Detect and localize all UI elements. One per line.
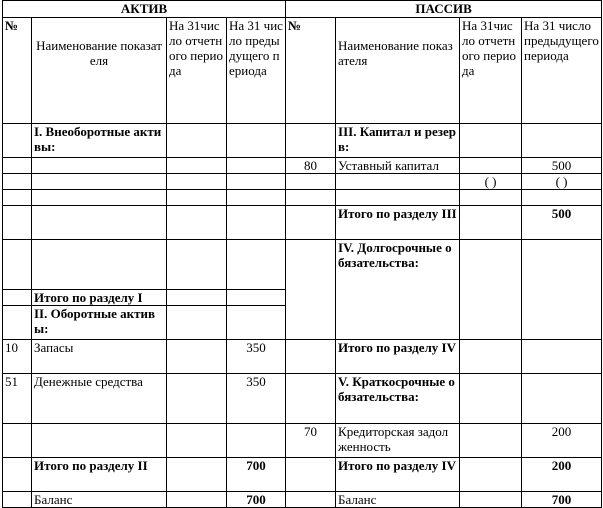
passiv-prev-value: 200 bbox=[522, 458, 602, 492]
balance-table bbox=[2, 0, 602, 508]
table-row bbox=[3, 424, 602, 458]
table-row bbox=[3, 190, 602, 206]
passiv-current-value bbox=[460, 340, 522, 374]
passiv-prev-value bbox=[522, 124, 602, 158]
passiv-account-no: 80 bbox=[286, 158, 336, 174]
table-row bbox=[3, 340, 602, 374]
passiv-account-no bbox=[286, 124, 336, 158]
passiv-section-total: Итого по разделу IV bbox=[336, 458, 460, 492]
aktiv-current-value bbox=[167, 424, 227, 458]
passiv-account-no bbox=[286, 174, 336, 190]
passiv-current-value bbox=[460, 424, 522, 458]
passiv-current-value bbox=[460, 492, 522, 508]
aktiv-item-name bbox=[32, 240, 167, 290]
passiv-current-header: На 31число отчетного периода bbox=[460, 18, 522, 124]
aktiv-account-no bbox=[3, 290, 32, 306]
aktiv-current-value bbox=[167, 290, 227, 306]
passiv-current-value bbox=[460, 240, 522, 340]
aktiv-account-no bbox=[3, 190, 32, 206]
aktiv-current-value bbox=[167, 492, 227, 508]
aktiv-section-title: II. Оборотные активы: bbox=[32, 306, 167, 340]
passiv-item-name bbox=[336, 174, 460, 190]
aktiv-item-name: Денежные средства bbox=[32, 374, 167, 424]
passiv-current-value bbox=[460, 124, 522, 158]
passiv-account-no bbox=[286, 190, 336, 206]
aktiv-account-no bbox=[3, 158, 32, 174]
passiv-account-no bbox=[286, 240, 336, 340]
passiv-prev-value bbox=[522, 340, 602, 374]
passiv-prev-value bbox=[522, 190, 602, 206]
aktiv-current-value bbox=[167, 340, 227, 374]
passiv-name-header: Наименование показателя bbox=[336, 18, 460, 124]
aktiv-current-value bbox=[167, 374, 227, 424]
passiv-prev-value bbox=[522, 374, 602, 424]
table-row bbox=[3, 374, 602, 424]
aktiv-prev-value bbox=[227, 424, 286, 458]
aktiv-prev-value bbox=[227, 174, 286, 190]
aktiv-prev-value: 350 bbox=[227, 374, 286, 424]
passiv-section-title: III. Капитал и резерв: bbox=[336, 124, 460, 158]
passiv-account-no bbox=[286, 458, 336, 492]
aktiv-prev-value bbox=[227, 290, 286, 306]
table-row bbox=[3, 240, 602, 290]
table-row bbox=[3, 174, 602, 190]
passiv-account-no bbox=[286, 492, 336, 508]
aktiv-no-header: № bbox=[3, 18, 32, 124]
aktiv-item-name bbox=[32, 174, 167, 190]
aktiv-prev-value bbox=[227, 124, 286, 158]
aktiv-prev-value bbox=[227, 206, 286, 240]
passiv-header: ПАССИВ bbox=[286, 1, 602, 18]
aktiv-prev-value bbox=[227, 240, 286, 290]
aktiv-account-no bbox=[3, 206, 32, 240]
aktiv-account-no bbox=[3, 240, 32, 290]
aktiv-prev-value bbox=[227, 190, 286, 206]
aktiv-account-no: 51 bbox=[3, 374, 32, 424]
passiv-account-no bbox=[286, 374, 336, 424]
aktiv-current-value bbox=[167, 158, 227, 174]
passiv-current-value: ( ) bbox=[460, 174, 522, 190]
aktiv-current-header: На 31число отчетного периода bbox=[167, 18, 227, 124]
aktiv-current-value bbox=[167, 190, 227, 206]
aktiv-item-name bbox=[32, 424, 167, 458]
aktiv-item-name bbox=[32, 206, 167, 240]
aktiv-prev-value: 700 bbox=[227, 458, 286, 492]
passiv-section-title: V. Краткосрочные обязательства: bbox=[336, 374, 460, 424]
passiv-no-header: № bbox=[286, 18, 336, 124]
aktiv-prev-header: На 31 число предыдущего периода bbox=[227, 18, 286, 124]
passiv-prev-header: На 31 число предыдущего периода bbox=[522, 18, 602, 124]
passiv-current-value bbox=[460, 374, 522, 424]
passiv-account-no: 70 bbox=[286, 424, 336, 458]
passiv-prev-value: 500 bbox=[522, 158, 602, 174]
aktiv-item-name: Запасы bbox=[32, 340, 167, 374]
aktiv-section-total: Итого по разделу II bbox=[32, 458, 167, 492]
balance-sheet bbox=[2, 0, 601, 508]
aktiv-name-header: Наименование показателя bbox=[32, 18, 167, 124]
aktiv-balance-label: Баланс bbox=[32, 492, 167, 508]
aktiv-account-no bbox=[3, 306, 32, 340]
aktiv-header: АКТИВ bbox=[3, 1, 286, 18]
passiv-section-total: Итого по разделу IV bbox=[336, 340, 460, 374]
aktiv-current-value bbox=[167, 240, 227, 290]
passiv-prev-value: 200 bbox=[522, 424, 602, 458]
aktiv-balance-value: 700 bbox=[227, 492, 286, 508]
table-row bbox=[3, 124, 602, 158]
passiv-account-no bbox=[286, 206, 336, 240]
aktiv-account-no bbox=[3, 174, 32, 190]
aktiv-section-total: Итого по разделу I bbox=[32, 290, 167, 306]
passiv-current-value bbox=[460, 206, 522, 240]
table-row bbox=[3, 206, 602, 240]
aktiv-prev-value bbox=[227, 158, 286, 174]
passiv-prev-value: 500 bbox=[522, 206, 602, 240]
passiv-current-value bbox=[460, 190, 522, 206]
aktiv-current-value bbox=[167, 306, 227, 340]
aktiv-current-value bbox=[167, 458, 227, 492]
aktiv-account-no: 10 bbox=[3, 340, 32, 374]
aktiv-current-value bbox=[167, 206, 227, 240]
passiv-balance-value: 700 bbox=[522, 492, 602, 508]
passiv-account-no bbox=[286, 340, 336, 374]
aktiv-current-value bbox=[167, 124, 227, 158]
passiv-prev-value: ( ) bbox=[522, 174, 602, 190]
aktiv-account-no bbox=[3, 424, 32, 458]
aktiv-account-no bbox=[3, 124, 32, 158]
passiv-section-total: Итого по разделу III bbox=[336, 206, 460, 240]
table-row bbox=[3, 458, 602, 492]
aktiv-item-name bbox=[32, 158, 167, 174]
passiv-item-name: Кредиторская задолженность bbox=[336, 424, 460, 458]
aktiv-current-value bbox=[167, 174, 227, 190]
table-row bbox=[3, 158, 602, 174]
passiv-item-name bbox=[336, 190, 460, 206]
passiv-item-name: Уставный капитал bbox=[336, 158, 460, 174]
aktiv-account-no bbox=[3, 492, 32, 508]
aktiv-prev-value: 350 bbox=[227, 340, 286, 374]
passiv-prev-value bbox=[522, 240, 602, 340]
aktiv-prev-value bbox=[227, 306, 286, 340]
table-row bbox=[3, 492, 602, 508]
passiv-current-value bbox=[460, 158, 522, 174]
passiv-section-title: IV. Долгосрочные обязательства: bbox=[336, 240, 460, 340]
aktiv-item-name bbox=[32, 190, 167, 206]
passiv-current-value bbox=[460, 458, 522, 492]
passiv-balance-label: Баланс bbox=[336, 492, 460, 508]
aktiv-section-title: I. Внеоборотные активы: bbox=[32, 124, 167, 158]
aktiv-account-no bbox=[3, 458, 32, 492]
